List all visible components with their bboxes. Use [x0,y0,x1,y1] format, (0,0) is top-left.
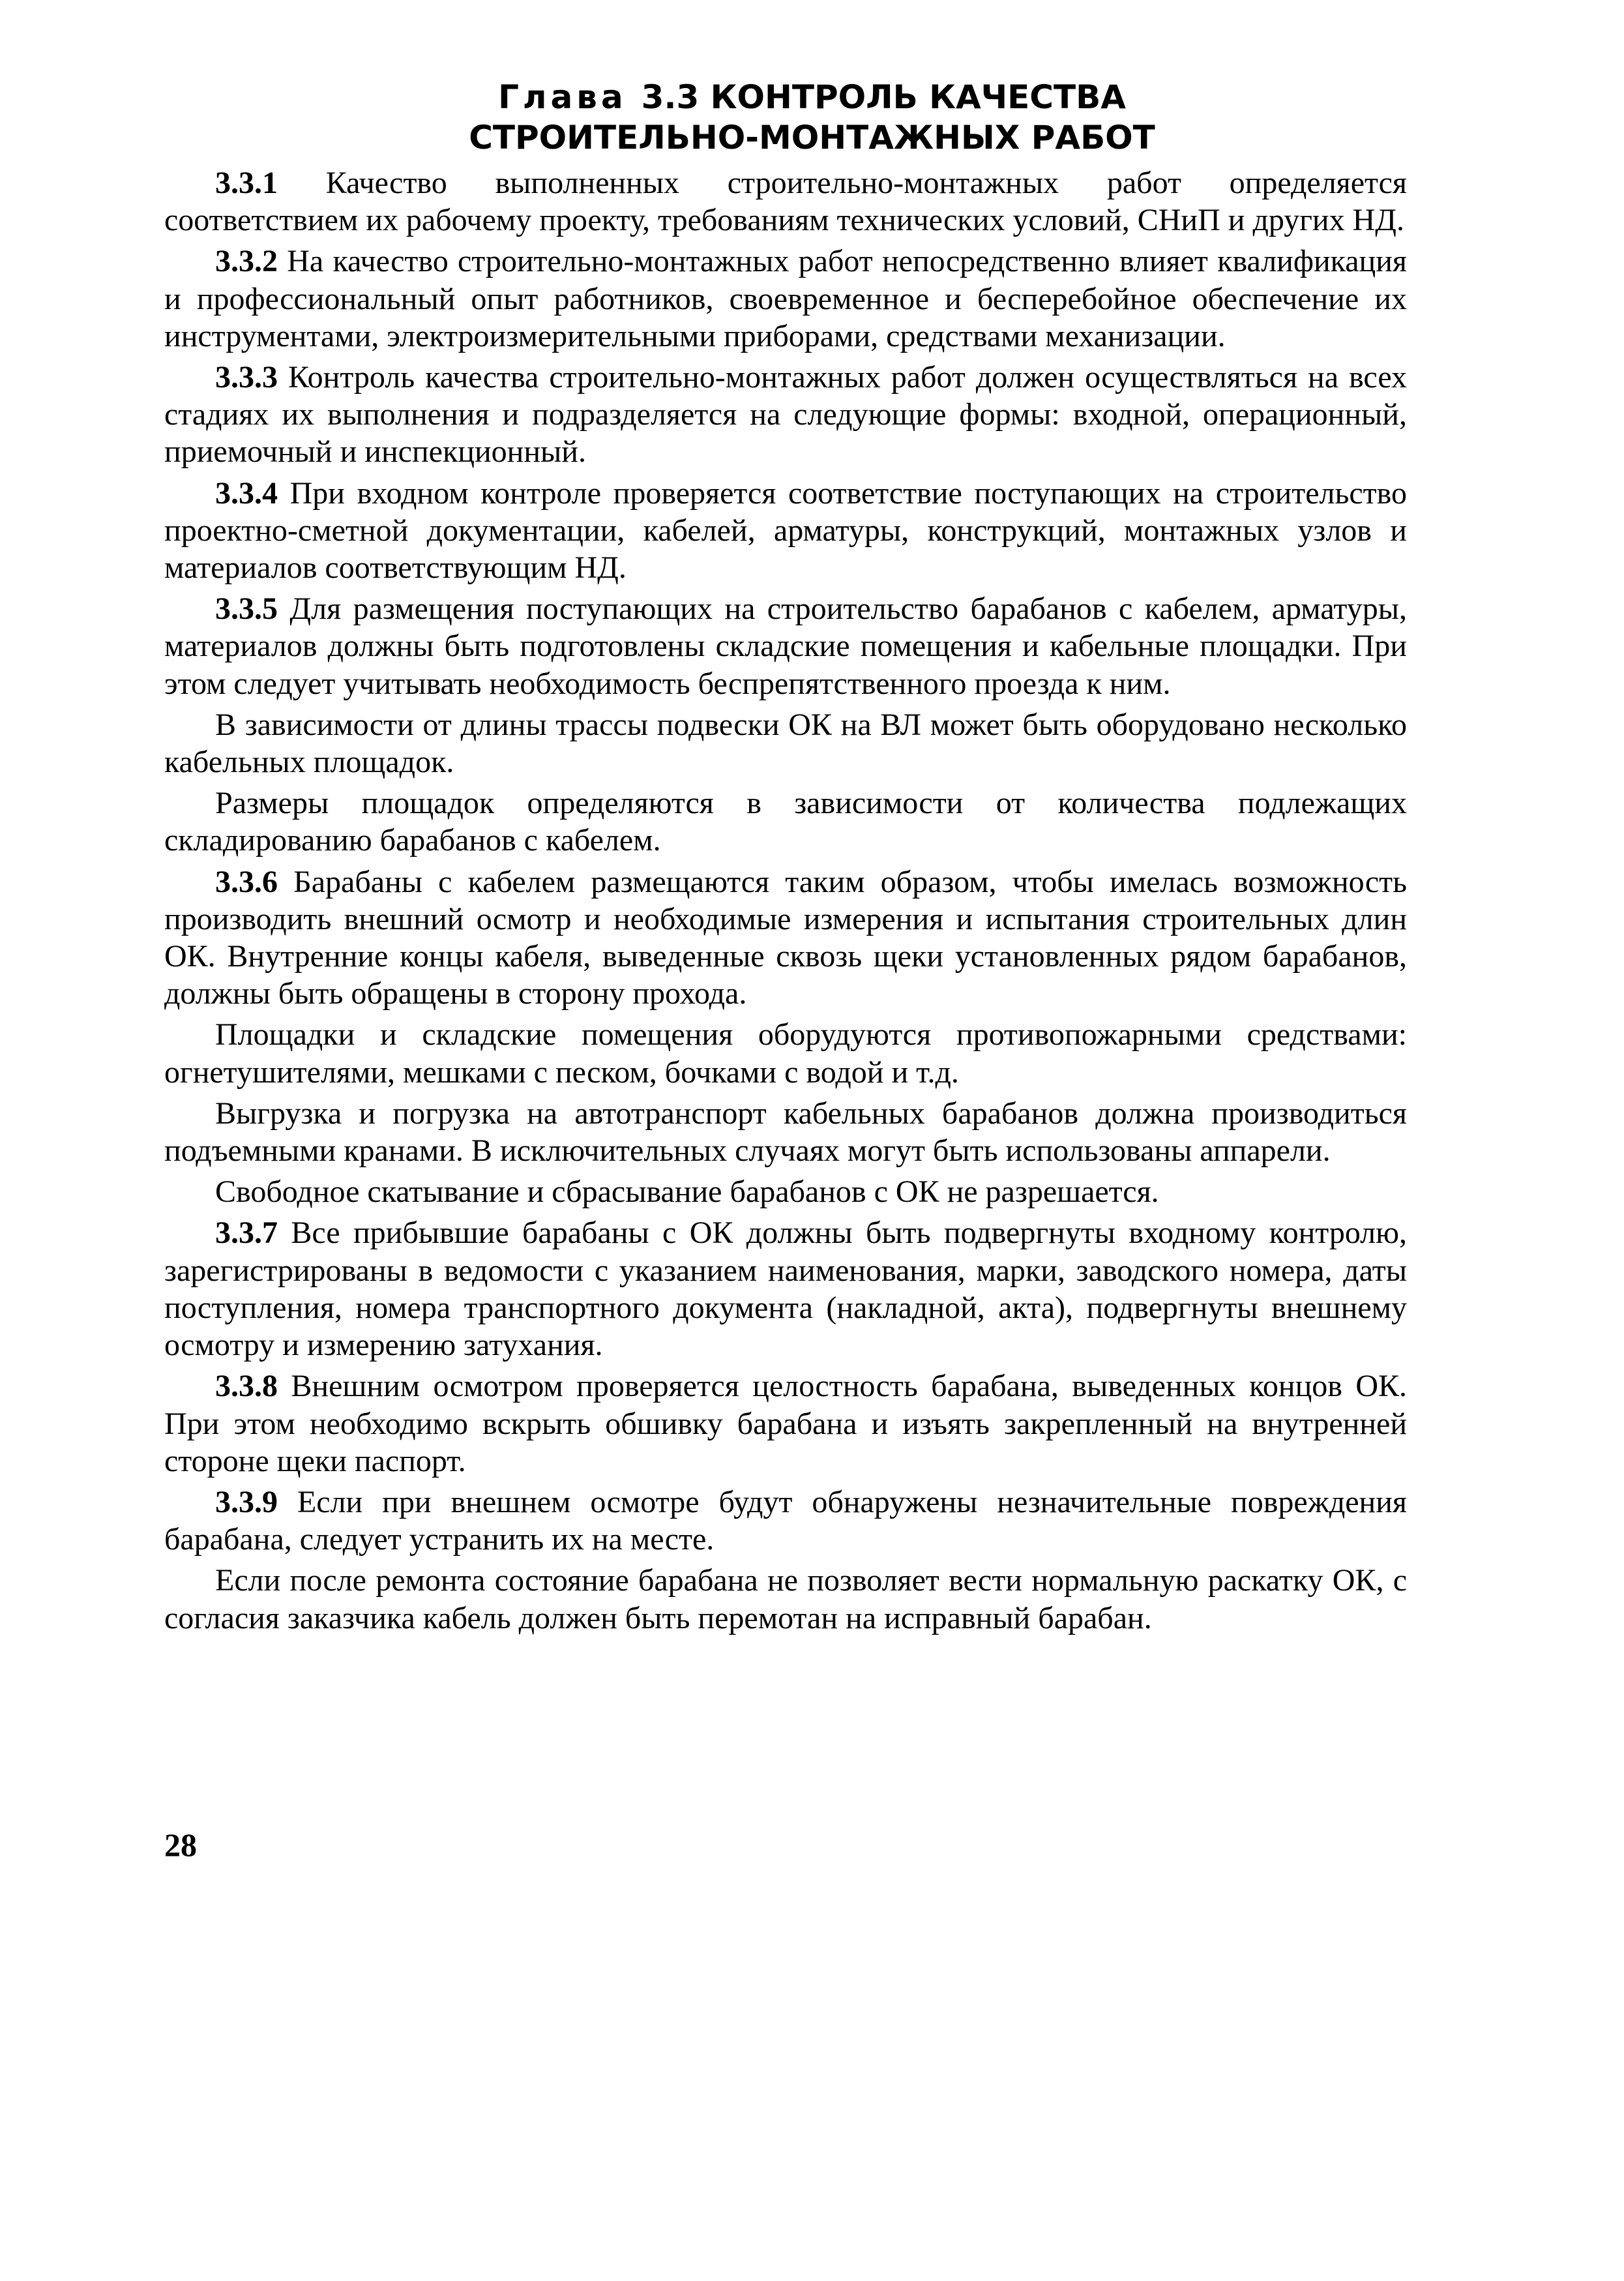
chapter-heading: 3.3 КОНТРОЛЬ КАЧЕСТВА [641,78,1126,116]
chapter-title-line-1 [0,77,1624,117]
chapter-body [164,164,1407,1637]
paragraph-text: Площадки и складские помещения оборудуются противопожарными средствами: огнетушителями, мешками с песком, бочками с водой и т.д. [164,1017,1407,1090]
paragraph [164,1016,1407,1090]
clause-number: 3.3.8 [215,1369,278,1404]
paragraph [164,706,1407,781]
clause-number: 3.3.9 [215,1484,278,1519]
paragraph-text: Для размещения поступающих на строительство барабанов с кабелем, арматуры, материалов должны быть подготовлены складские помещения и кабельные площадки. При этом следует учитывать необходимость беспрепятственного проезда к ним. [164,591,1407,701]
paragraph-text: Контроль качества строительно-монтажных работ должен осуществляться на всех стадиях их выполнения и подразделяется на следующие формы: входной, операционный, приемочный и инспекционный. [164,360,1407,470]
clause-number: 3.3.1 [215,166,278,200]
clause-number: 3.3.2 [215,244,278,279]
paragraph [164,1214,1407,1364]
paragraph [164,590,1407,702]
paragraph [164,1173,1407,1210]
paragraph-text: Барабаны с кабелем размещаются таким образом, чтобы имелась возможность производить внешний осмотр и необходимые измерения и испытания строительных длин ОК. Внутренние концы кабеля, выведенные сквозь щеки установленных рядом барабанов, должны быть обращены в сторону прохода. [164,864,1408,1011]
paragraph-text: Все прибывшие барабаны с ОК должны быть подвергнуты входному контролю, зарегистрированы в ведомости с указанием наименования, марки, заводского номера, даты поступления, номера транспортного документа (накладной, акта), подвергнуты внешнему осмотру и измерению затухания. [164,1215,1407,1363]
paragraph-text: Свободное скатывание и сбрасывание барабанов с ОК не разрешается. [215,1174,1159,1210]
clause-number: 3.3.3 [215,360,278,395]
clause-number: 3.3.6 [215,864,278,899]
paragraph [164,359,1407,471]
paragraph [164,164,1407,239]
paragraph [164,863,1407,1013]
paragraph [164,784,1407,859]
clause-number: 3.3.5 [215,591,278,627]
page-number: 28 [164,1826,197,1863]
paragraph [164,1483,1407,1558]
paragraph-text: Если при внешнем осмотре будут обнаружены незначительные повреждения барабана, следует устранить их на месте. [164,1484,1407,1557]
paragraph-text: Размеры площадок определяются в зависимости от количества подлежащих складированию барабанов с кабелем. [164,786,1407,858]
paragraph-text: Выгрузка и погрузка на автотранспорт кабельных барабанов должна производиться подъемными кранами. В исключительных случаях могут быть использованы аппарели. [164,1096,1407,1169]
chapter-prefix: Глава [498,78,627,116]
paragraph-text: Внешним осмотром проверяется целостность барабана, выведенных концов ОК. При этом необходимо вскрыть обшивку барабана и изъять закрепленный на внутренней стороне щеки паспорт. [164,1369,1408,1478]
paragraph-text: В зависимости от длины трассы подвески ОК на ВЛ может быть оборудовано несколько кабельных площадок. [164,707,1407,780]
paragraph [164,243,1407,355]
paragraph-text: При входном контроле проверяется соответствие поступающих на строительство проектно-сметной документации, кабелей, арматуры, конструкций, монтажных узлов и материалов соответствующим НД. [164,475,1407,586]
chapter-title-line-2: СТРОИТЕЛЬНО-МОНТАЖНЫХ РАБОТ [469,119,1155,157]
paragraph-text: Если после ремонта состояние барабана не позволяет вести нормальную раскатку ОК, с согласия заказчика кабель должен быть перемотан на исправный барабан. [164,1563,1407,1635]
paragraph [164,1095,1407,1169]
chapter-title [0,77,1624,158]
clause-number: 3.3.7 [215,1215,278,1251]
paragraph [164,475,1407,587]
paragraph-text: Качество выполненных строительно-монтажных работ определяется соответствием их рабочему проекту, требованиям технических условий, СНиП и других НД. [164,166,1408,238]
clause-number: 3.3.4 [215,475,278,511]
paragraph [164,1367,1407,1480]
paragraph [164,1562,1407,1636]
paragraph-text: На качество строительно-монтажных работ непосредственно влияет квалификация и профессиональный опыт работников, своевременное и бесперебойное обеспечение их инструментами, электроизмерительными приборами, средствами механизации. [164,244,1407,353]
